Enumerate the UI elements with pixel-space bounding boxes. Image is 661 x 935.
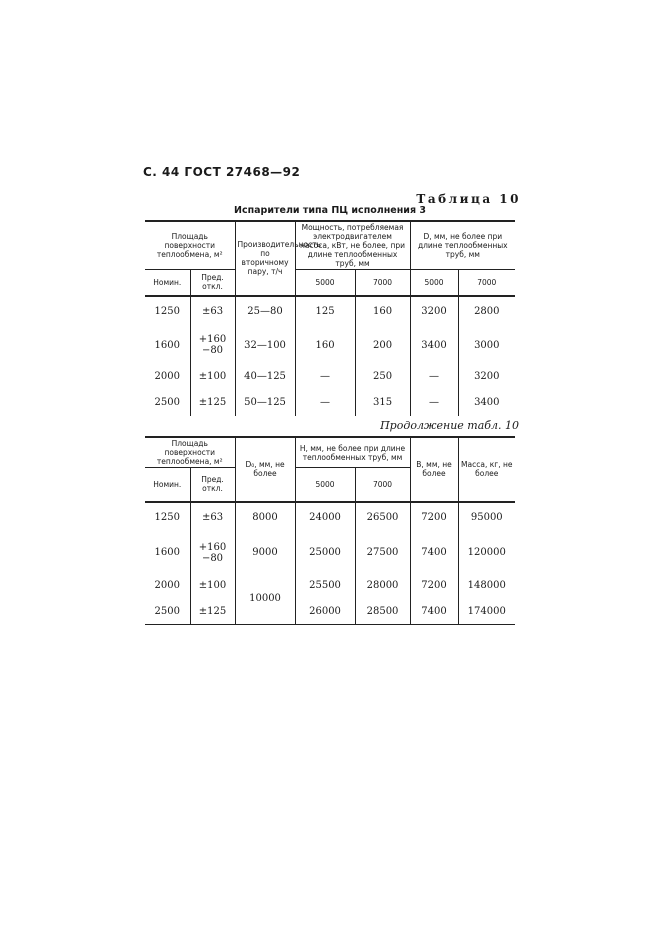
mass-cell: 174000 xyxy=(458,599,515,625)
h-5000-cell: 25000 xyxy=(295,533,355,573)
table-caption: Испарители типа ПЦ исполнения 3 xyxy=(234,205,426,216)
deviation-value: −80 xyxy=(201,552,224,564)
deviation-cell xyxy=(190,502,235,533)
h-7000-cell: 28500 xyxy=(355,599,410,625)
deviation-value: ±125 xyxy=(198,605,227,617)
power-5000-cell: — xyxy=(295,390,355,416)
header-mass: Масса, кг, не более xyxy=(458,437,515,502)
productivity-cell: 50—125 xyxy=(235,390,295,416)
header-d-5000: 5000 xyxy=(410,270,458,296)
header-power: Мощность, потребляемая электродвигателем насоса, кВт, не более, при длине теплообменных труб, мм xyxy=(295,221,410,270)
h-7000-cell: 26500 xyxy=(355,502,410,533)
h-5000-cell: 24000 xyxy=(295,502,355,533)
header-power-5000: 5000 xyxy=(295,270,355,296)
d0-cell: 10000 xyxy=(235,573,295,625)
d-7000-cell: 3400 xyxy=(458,390,515,416)
h-7000-cell: 27500 xyxy=(355,533,410,573)
power-7000-cell: 200 xyxy=(355,327,410,364)
table-row xyxy=(145,296,515,327)
nominal-cell: 2500 xyxy=(154,605,180,617)
deviation-cell xyxy=(190,533,235,573)
productivity-cell: 40—125 xyxy=(235,364,295,390)
d-5000-cell: — xyxy=(410,364,458,390)
d-7000-cell: 2800 xyxy=(458,296,515,327)
header-d0: D₀, мм, не более xyxy=(235,437,295,502)
productivity-cell: 32—100 xyxy=(235,327,295,364)
deviation-value: ±125 xyxy=(198,397,227,408)
nominal-cell: 2500 xyxy=(154,397,180,408)
b-cell: 7200 xyxy=(410,502,458,533)
power-7000-cell: 160 xyxy=(355,296,410,327)
h-5000-cell: 26000 xyxy=(295,599,355,625)
b-cell: 7400 xyxy=(410,599,458,625)
mass-cell: 120000 xyxy=(458,533,515,573)
header-productivity: Производительность по вторичному пару, т/ч xyxy=(235,221,295,296)
deviation-cell xyxy=(190,296,235,327)
nominal-cell: 1600 xyxy=(154,339,180,351)
table-row xyxy=(145,599,515,625)
nominal-cell: 1250 xyxy=(154,306,180,317)
deviation-value: ±100 xyxy=(198,580,227,591)
d-5000-cell: 3200 xyxy=(410,296,458,327)
header-diameter: D, мм, не более при длине теплообменных труб, мм xyxy=(410,221,515,270)
table-row xyxy=(145,533,515,573)
header-area: Площадь поверхности теплообмена, м² xyxy=(145,437,235,468)
table-row xyxy=(145,502,515,533)
deviation-cell xyxy=(190,364,235,390)
deviation-value: ±63 xyxy=(201,512,224,523)
header-h-5000: 5000 xyxy=(295,468,355,502)
d-5000-cell: — xyxy=(410,390,458,416)
deviation-cell xyxy=(190,327,235,364)
header-nominal: Номин. xyxy=(145,468,190,502)
evaporator-table-continuation xyxy=(145,436,515,625)
power-5000-cell: 125 xyxy=(295,296,355,327)
power-5000-cell: 160 xyxy=(295,327,355,364)
header-b: B, мм, не более xyxy=(410,437,458,502)
nominal-cell: 2000 xyxy=(154,371,180,382)
table-row xyxy=(145,327,515,364)
mass-cell: 95000 xyxy=(458,502,515,533)
table-row xyxy=(145,364,515,390)
deviation-cell xyxy=(190,573,235,599)
deviation-value: +160 xyxy=(198,541,227,553)
header-power-7000: 7000 xyxy=(355,270,410,296)
d0-cell: 9000 xyxy=(235,533,295,573)
h-7000-cell: 28000 xyxy=(355,573,410,599)
evaporator-table xyxy=(145,220,515,416)
deviation-cell xyxy=(190,599,235,625)
b-cell: 7200 xyxy=(410,573,458,599)
deviation-value: ±63 xyxy=(201,306,224,317)
mass-cell: 148000 xyxy=(458,573,515,599)
power-7000-cell: 315 xyxy=(355,390,410,416)
d-7000-cell: 3000 xyxy=(458,327,515,364)
deviation-cell xyxy=(190,390,235,416)
header-area: Площадь поверхности теплообмена, м² xyxy=(145,221,235,270)
d-7000-cell: 3200 xyxy=(458,364,515,390)
nominal-cell: 1600 xyxy=(154,547,180,558)
table-row xyxy=(145,390,515,416)
d0-cell: 8000 xyxy=(235,502,295,533)
deviation-value: +160 xyxy=(198,334,227,345)
table-row xyxy=(145,573,515,599)
nominal-cell: 1250 xyxy=(154,512,180,523)
power-7000-cell: 250 xyxy=(355,364,410,390)
productivity-cell: 25—80 xyxy=(235,296,295,327)
header-d-7000: 7000 xyxy=(458,270,515,296)
header-deviation: Пред. откл. xyxy=(190,270,235,296)
header-h-7000: 7000 xyxy=(355,468,410,502)
header-deviation: Пред. откл. xyxy=(190,468,235,502)
b-cell: 7400 xyxy=(410,533,458,573)
continuation-label: Продолжение табл. 10 xyxy=(380,419,519,432)
h-5000-cell: 25500 xyxy=(295,573,355,599)
nominal-cell: 2000 xyxy=(154,580,180,591)
power-5000-cell: — xyxy=(295,364,355,390)
deviation-value: ±100 xyxy=(198,371,227,382)
page-header: С. 44 ГОСТ 27468—92 xyxy=(143,165,301,179)
deviation-value: −80 xyxy=(201,345,224,356)
header-height: H, мм, не более при длине теплообменных труб, мм xyxy=(295,437,410,468)
table-label: Таблица 10 xyxy=(416,192,521,206)
header-nominal: Номин. xyxy=(145,270,190,296)
d-5000-cell: 3400 xyxy=(410,327,458,364)
